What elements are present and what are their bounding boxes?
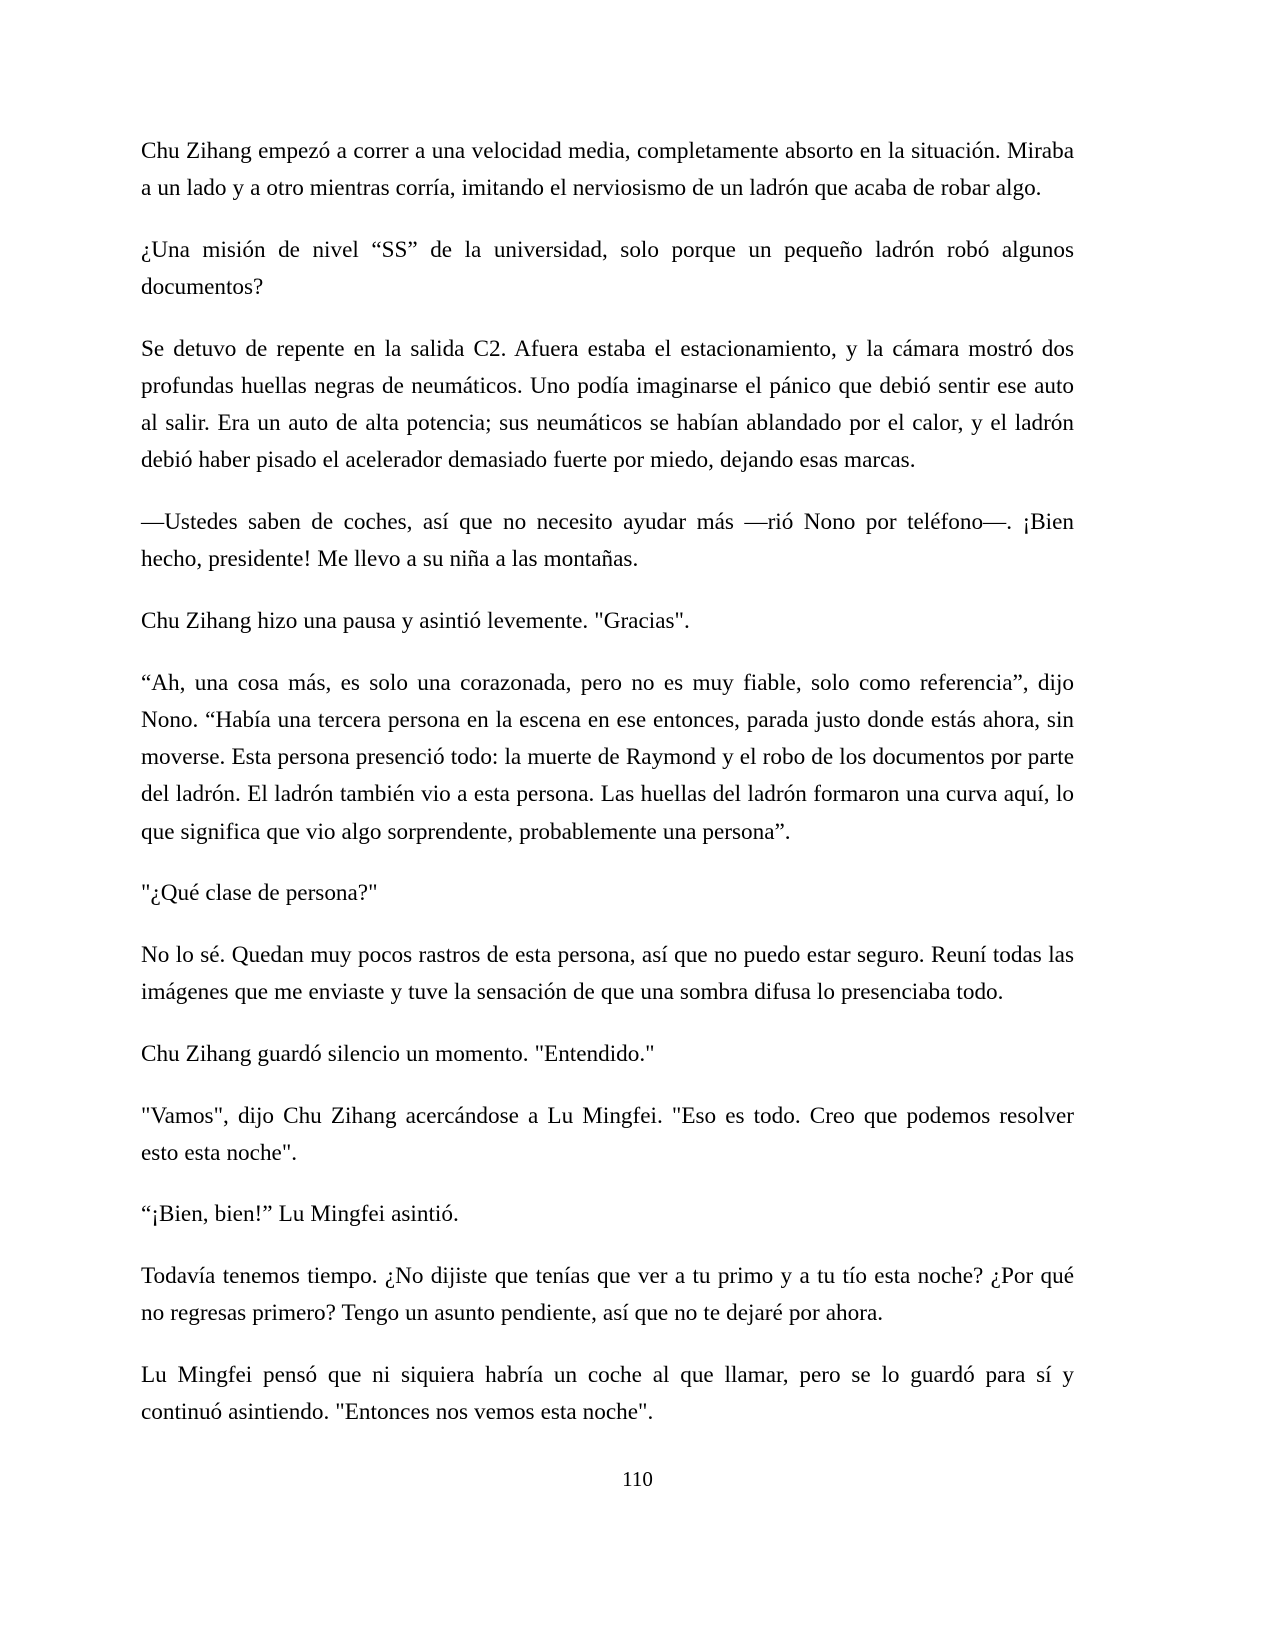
paragraph: —Ustedes saben de coches, así que no necesito ayudar más —rió Nono por teléfono—. ¡Bien hecho, presidente! Me llevo a su niña a las montañas. <box>141 509 1074 573</box>
paragraph: Todavía tenemos tiempo. ¿No dijiste que tenías que ver a tu primo y a tu tío esta noche? ¿Por qué no regresas primero? Tengo un asunto pendiente, así que no te dejaré por ahora. <box>141 1263 1074 1327</box>
paragraph: Lu Mingfei pensó que ni siquiera habría un coche al que llamar, pero se lo guardó para sí y continuó asintiendo. "Entonces nos vemos esta noche". <box>141 1362 1074 1426</box>
paragraph: "Vamos", dijo Chu Zihang acercándose a Lu Mingfei. "Eso es todo. Creo que podemos resolver esto esta noche". <box>141 1102 1074 1166</box>
paragraph: Chu Zihang empezó a correr a una velocidad media, completamente absorto en la situación. Miraba a un lado y a otro mientras corría, imitando el nerviosismo de un ladrón que acaba de robar algo. <box>141 138 1074 202</box>
page-body-text <box>141 133 1074 1431</box>
paragraph: ¿Una misión de nivel “SS” de la universidad, solo porque un pequeño ladrón robó algunos documentos? <box>141 236 1074 301</box>
paragraph: "¿Qué clase de persona?" <box>141 880 378 907</box>
paragraph: “¡Bien, bien!” Lu Mingfei asintió. <box>141 1201 459 1228</box>
paragraph: Chu Zihang hizo una pausa y asintió levemente. "Gracias". <box>141 608 690 635</box>
page-number: 110 <box>622 1467 653 1491</box>
paragraph: Se detuvo de repente en la salida C2. Afuera estaba el estacionamiento, y la cámara mostró dos profundas huellas negras de neumáticos. Uno podía imaginarse el pánico que debió sentir ese auto al salir. Era un auto de alta potencia; sus neumáticos se habían ablandado por el calor, y el ladrón debió haber pisado el acelerador demasiado fuerte por miedo, dejando esas marcas. <box>141 335 1074 474</box>
paragraph: No lo sé. Quedan muy pocos rastros de esta persona, así que no puedo estar seguro. Reuní todas las imágenes que me enviaste y tuve la sensación de que una sombra difusa lo presenciaba todo. <box>141 941 1074 1006</box>
paragraph: “Ah, una cosa más, es solo una corazonada, pero no es muy fiable, solo como referencia”, dijo Nono. “Había una tercera persona en la escena en ese entonces, parada justo donde estás ahora, sin moverse. Esta persona presenció todo: la muerte de Raymond y el robo de los documentos por parte del ladrón. El ladrón también vio a esta persona. Las huellas del ladrón formaron una curva aquí, lo que significa que vio algo sorprendente, probablemente una persona”. <box>141 669 1074 845</box>
paragraph: Chu Zihang guardó silencio un momento. "Entendido." <box>141 1040 655 1067</box>
